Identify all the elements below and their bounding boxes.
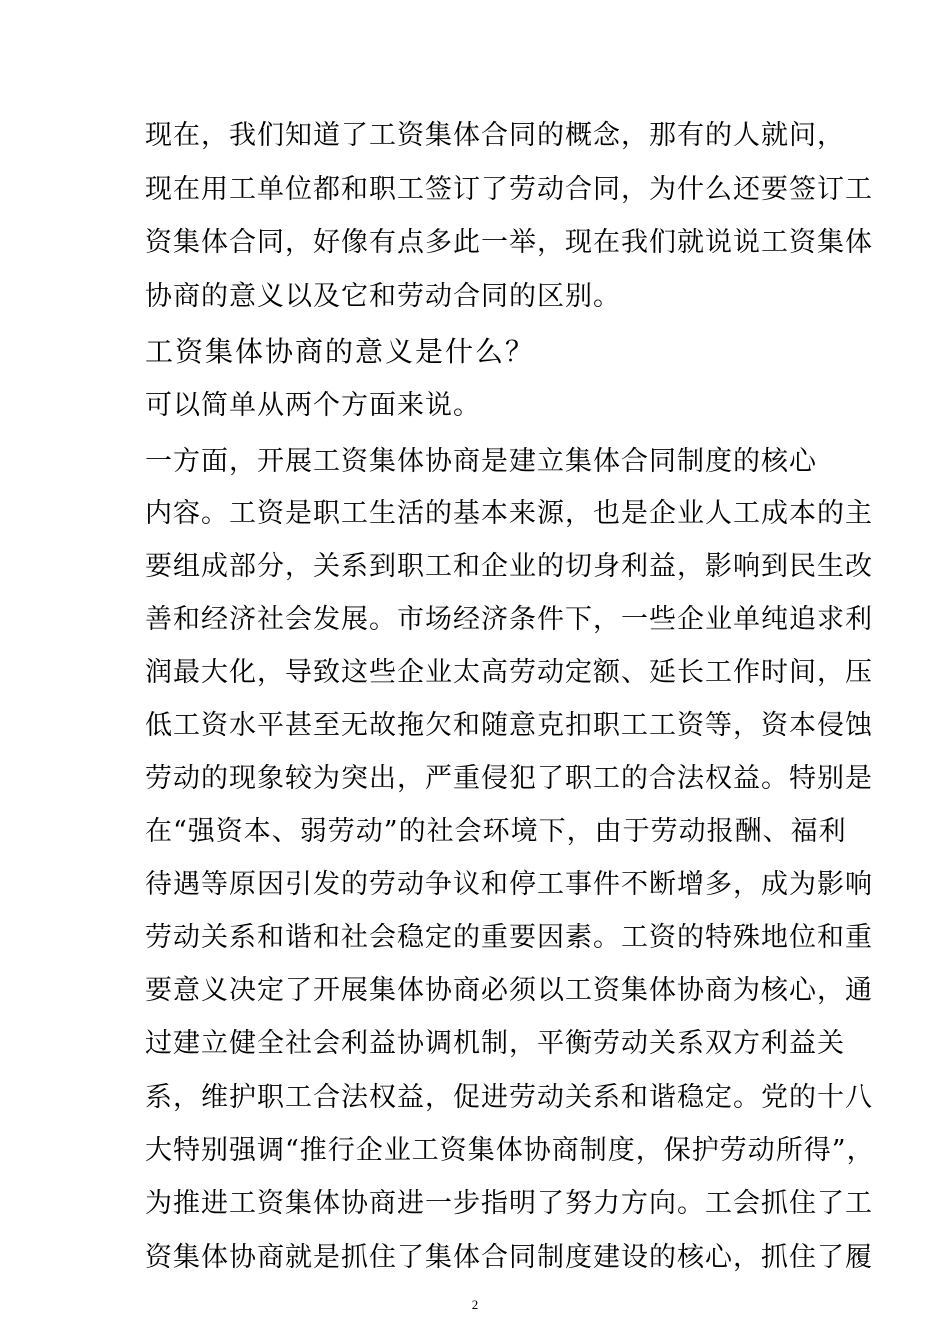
page-number: 2 (471, 1297, 479, 1312)
paragraph-line: 善和经济社会发展。市场经济条件下，一些企业单纯追求利 (145, 604, 873, 635)
paragraph-line: 可以简单从两个方面来说。 (145, 390, 481, 421)
paragraph-line: 协商的意义以及它和劳动合同的区别。 (145, 281, 621, 312)
paragraph-line: 大特别强调“推行企业工资集体协商制度，保护劳动所得”， (145, 1135, 875, 1166)
paragraph-line: 资集体协商就是抓住了集体合同制度建设的核心，抓住了履 (145, 1242, 873, 1273)
paragraph-line: 现在，我们知道了工资集体合同的概念，那有的人就问， (145, 120, 845, 151)
section-heading: 工资集体协商的意义是什么？ (145, 335, 536, 368)
paragraph-line: 内容。工资是职工生活的基本来源，也是企业人工成本的主 (145, 498, 873, 529)
paragraph-line: 劳动的现象较为突出，严重侵犯了职工的合法权益。特别是 (145, 763, 873, 794)
paragraph-line: 过建立健全社会利益协调机制，平衡劳动关系双方利益关 (145, 1028, 845, 1059)
paragraph-line: 要意义决定了开展集体协商必须以工资集体协商为核心，通 (145, 975, 873, 1006)
paragraph-line: 现在用工单位都和职工签订了劳动合同，为什么还要签订工 (145, 174, 873, 205)
paragraph-line: 要组成部分，关系到职工和企业的切身利益，影响到民生改 (145, 551, 873, 582)
paragraph-line: 低工资水平甚至无故拖欠和随意克扣职工工资等，资本侵蚀 (145, 710, 873, 741)
paragraph-line: 劳动关系和谐和社会稳定的重要因素。工资的特殊地位和重 (145, 922, 873, 953)
paragraph-line: 润最大化，导致这些企业太高劳动定额、延长工作时间，压 (145, 657, 873, 688)
paragraph-line: 待遇等原因引发的劳动争议和停工事件不断增多，成为影响 (145, 869, 873, 900)
paragraph-line: 为推进工资集体协商进一步指明了努力方向。工会抓住了工 (145, 1188, 873, 1219)
paragraph-line: 在“强资本、弱劳动”的社会环境下，由于劳动报酬、福利 (145, 816, 847, 847)
paragraph-line: 系，维护职工合法权益，促进劳动关系和谐稳定。党的十八 (145, 1082, 873, 1113)
paragraph-line: 资集体合同，好像有点多此一举，现在我们就说说工资集体 (145, 227, 873, 258)
paragraph-line: 一方面，开展工资集体协商是建立集体合同制度的核心 (145, 446, 817, 477)
